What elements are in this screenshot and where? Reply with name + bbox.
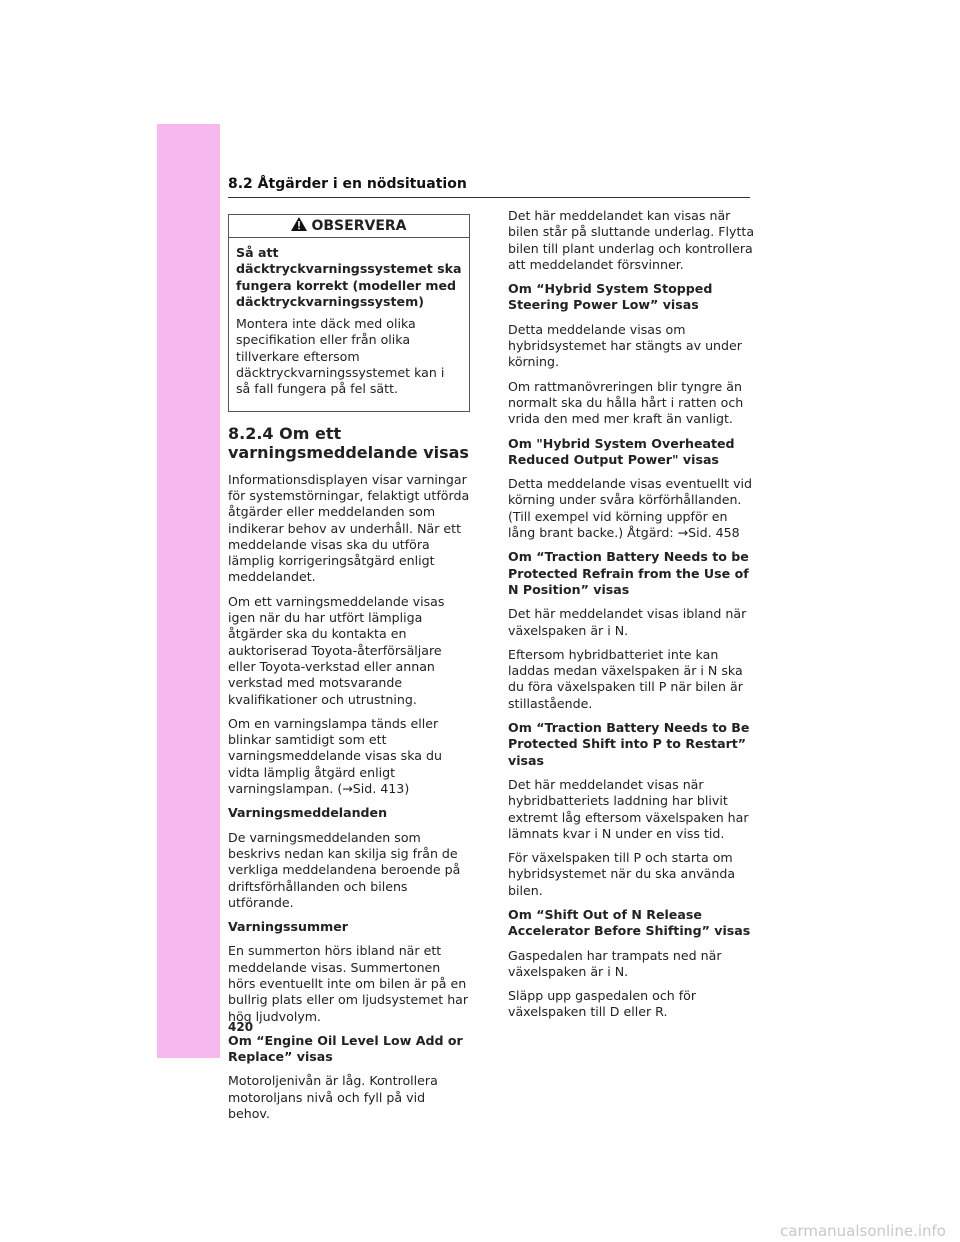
- notice-text: Montera inte däck med olika specifikation eller från olika tillverkare eftersom däcktryckvarningssystemet kan i så fall fungera på fel sätt.: [236, 316, 445, 397]
- left-column: [228, 214, 470, 1130]
- paragraph: Det här meddelandet visas ibland när växelspaken är i N.: [508, 606, 747, 638]
- section-header: 8.2 Åtgärder i en nödsituation: [228, 176, 750, 198]
- paragraph-heading: Varningssummer: [228, 919, 348, 935]
- paragraph-heading: Om "Hybrid System Overheated Reduced Output Power" visas: [508, 435, 735, 467]
- warning-triangle-icon: [291, 217, 307, 235]
- paragraph: Släpp upp gaspedalen och för växelspaken till D eller R.: [508, 988, 697, 1020]
- right-column: [508, 208, 758, 1029]
- watermark: carmanualsonline.info: [780, 1222, 946, 1240]
- paragraph: Om rattmanövreringen blir tyngre än normalt ska du hålla hårt i ratten och vrida den med mer kraft än vanligt.: [508, 378, 744, 427]
- paragraph: Gaspedalen har trampats ned när växelspaken är i N.: [508, 947, 722, 979]
- paragraph: Motoroljenivån är låg. Kontrollera motoroljans nivå och fyll på vid behov.: [228, 1073, 438, 1122]
- subsection-title: 8.2.4 Om ett varningsmeddelande visas: [228, 423, 469, 462]
- paragraph: Det här meddelandet kan visas när bilen står på sluttande underlag. Flytta bilen till plant underlag och kontrollera att meddelandet försvinner.: [508, 208, 755, 272]
- paragraph-heading: Om “Shift Out of N Release Accelerator Before Shifting” visas: [508, 906, 751, 939]
- right-paragraphs: [508, 208, 758, 1021]
- notice-header: [229, 215, 469, 238]
- paragraph: Detta meddelande visas eventuellt vid körning under svåra körförhållanden. (Till exempel vid körning uppför en lång brant backe.) Åtgärd: →Sid. 458: [508, 476, 753, 541]
- side-tab-strip: [157, 124, 220, 1058]
- paragraph: Eftersom hybridbatteriet inte kan laddas medan växelspaken är i N ska du föra växelspaken till P när bilen är stillastående.: [508, 646, 743, 711]
- paragraph-heading: Om “Hybrid System Stopped Steering Power Low” visas: [508, 281, 713, 313]
- paragraph: Det här meddelandet visas när hybridbatteriets laddning har blivit extremt låg eftersom växelspaken har lämnats kvar i N under en viss tid.: [508, 776, 749, 841]
- paragraph-heading: Om “Traction Battery Needs to be Protected Refrain from the Use of N Position” visas: [508, 549, 749, 597]
- paragraph-heading: Om “Traction Battery Needs to Be Protected Shift into P to Restart” visas: [508, 720, 750, 768]
- left-paragraphs: [228, 472, 470, 1123]
- paragraph: Om en varningslampa tänds eller blinkar samtidigt som ett varningsmeddelande visas ska du vidta lämplig åtgärd enligt varningslampan. (→Sid. 413): [228, 715, 442, 797]
- paragraph: En summerton hörs ibland när ett meddelande visas. Summertonen hörs eventuellt inte om bilen är på en bullrig plats eller om ljudsystemet har hög ljudvolym.: [228, 943, 469, 1024]
- paragraph-heading: Varningsmeddelanden: [228, 805, 388, 821]
- paragraph: Om ett varningsmeddelande visas igen när du har utfört lämpliga åtgärder ska du kontakta en auktoriserad Toyota-återförsäljare eller Toyota-verkstad eller annan verkstad med motsvarande kvalifikationer och utrustning.: [228, 593, 445, 707]
- paragraph-heading: Om “Engine Oil Level Low Add or Replace” visas: [228, 1032, 463, 1065]
- paragraph: Detta meddelande visas om hybridsystemet har stängts av under körning.: [508, 321, 742, 370]
- paragraph: För växelspaken till P och starta om hybridsystemet när du ska använda bilen.: [508, 850, 736, 898]
- notice-box: [228, 214, 470, 412]
- paragraph: Informationsdisplayen visar varningar för systemstörningar, felaktigt utförda åtgärder eller meddelanden som indikerar behov av underhåll. När ett meddelande visas ska du utföra lämplig korrigeringsåtgärd enligt meddelandet.: [228, 471, 470, 585]
- page-number: 420: [228, 1020, 254, 1034]
- notice-title: OBSERVERA: [311, 217, 407, 234]
- notice-heading: Så att däcktryckvarningssystemet ska fungera korrekt (modeller med däcktryckvarningssystem): [236, 245, 462, 309]
- paragraph: De varningsmeddelanden som beskrivs nedan kan skilja sig från de verkliga meddelandena beroende på driftsförhållanden och bilens utförande.: [228, 829, 461, 910]
